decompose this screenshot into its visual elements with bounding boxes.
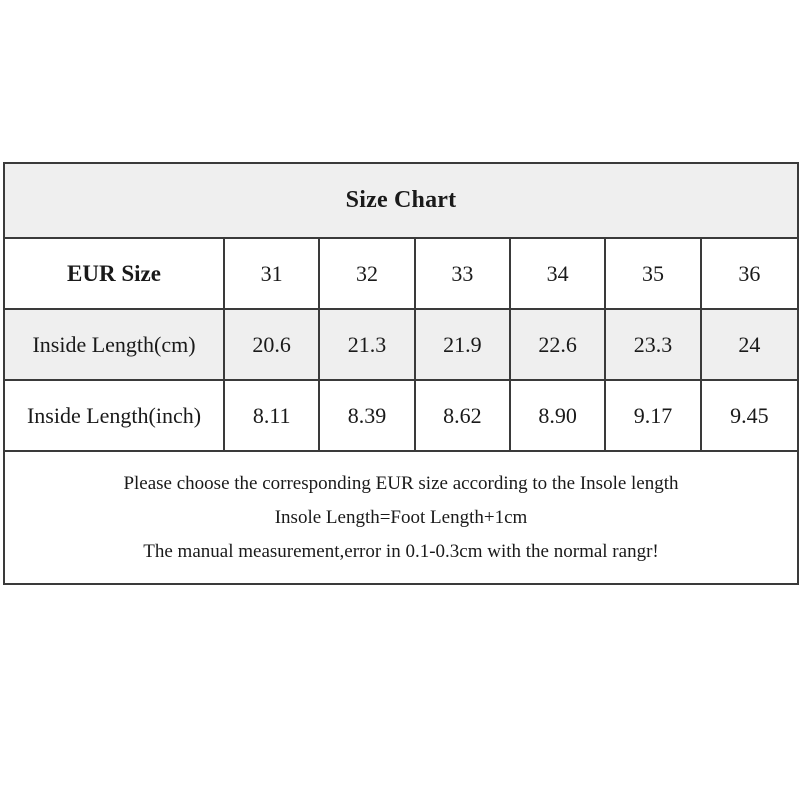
notes-section (5, 452, 797, 583)
eur-size-cell: 31 (225, 239, 320, 310)
inside-length-cm-label: Inside Length(cm) (5, 310, 225, 381)
inside-length-inch-label: Inside Length(inch) (5, 381, 225, 452)
inside-length-cm-cell: 22.6 (511, 310, 606, 381)
size-grid (5, 239, 797, 452)
inside-length-inch-cell: 8.11 (225, 381, 320, 452)
inside-length-cm-cell: 21.9 (416, 310, 511, 381)
note-line: The manual measurement,error in 0.1-0.3cm with the normal rangr! (143, 540, 659, 562)
inside-length-cm-cell: 24 (702, 310, 797, 381)
inside-length-cm-cell: 23.3 (606, 310, 701, 381)
inside-length-cm-cell: 20.6 (225, 310, 320, 381)
note-line: Insole Length=Foot Length+1cm (274, 506, 528, 528)
inside-length-inch-cell: 9.45 (702, 381, 797, 452)
inside-length-cm-cell: 21.3 (320, 310, 415, 381)
inside-length-inch-cell: 8.39 (320, 381, 415, 452)
eur-size-cell: 33 (416, 239, 511, 310)
note-line: Please choose the corresponding EUR size according to the Insole length (123, 472, 679, 494)
size-chart-table (3, 162, 799, 585)
eur-size-cell: 35 (606, 239, 701, 310)
title-row (5, 164, 797, 239)
inside-length-inch-cell: 8.90 (511, 381, 606, 452)
eur-size-label: EUR Size (5, 239, 225, 310)
inside-length-inch-cell: 9.17 (606, 381, 701, 452)
inside-length-inch-cell: 8.62 (416, 381, 511, 452)
eur-size-cell: 34 (511, 239, 606, 310)
chart-title: Size Chart (345, 187, 457, 213)
eur-size-cell: 36 (702, 239, 797, 310)
eur-size-cell: 32 (320, 239, 415, 310)
